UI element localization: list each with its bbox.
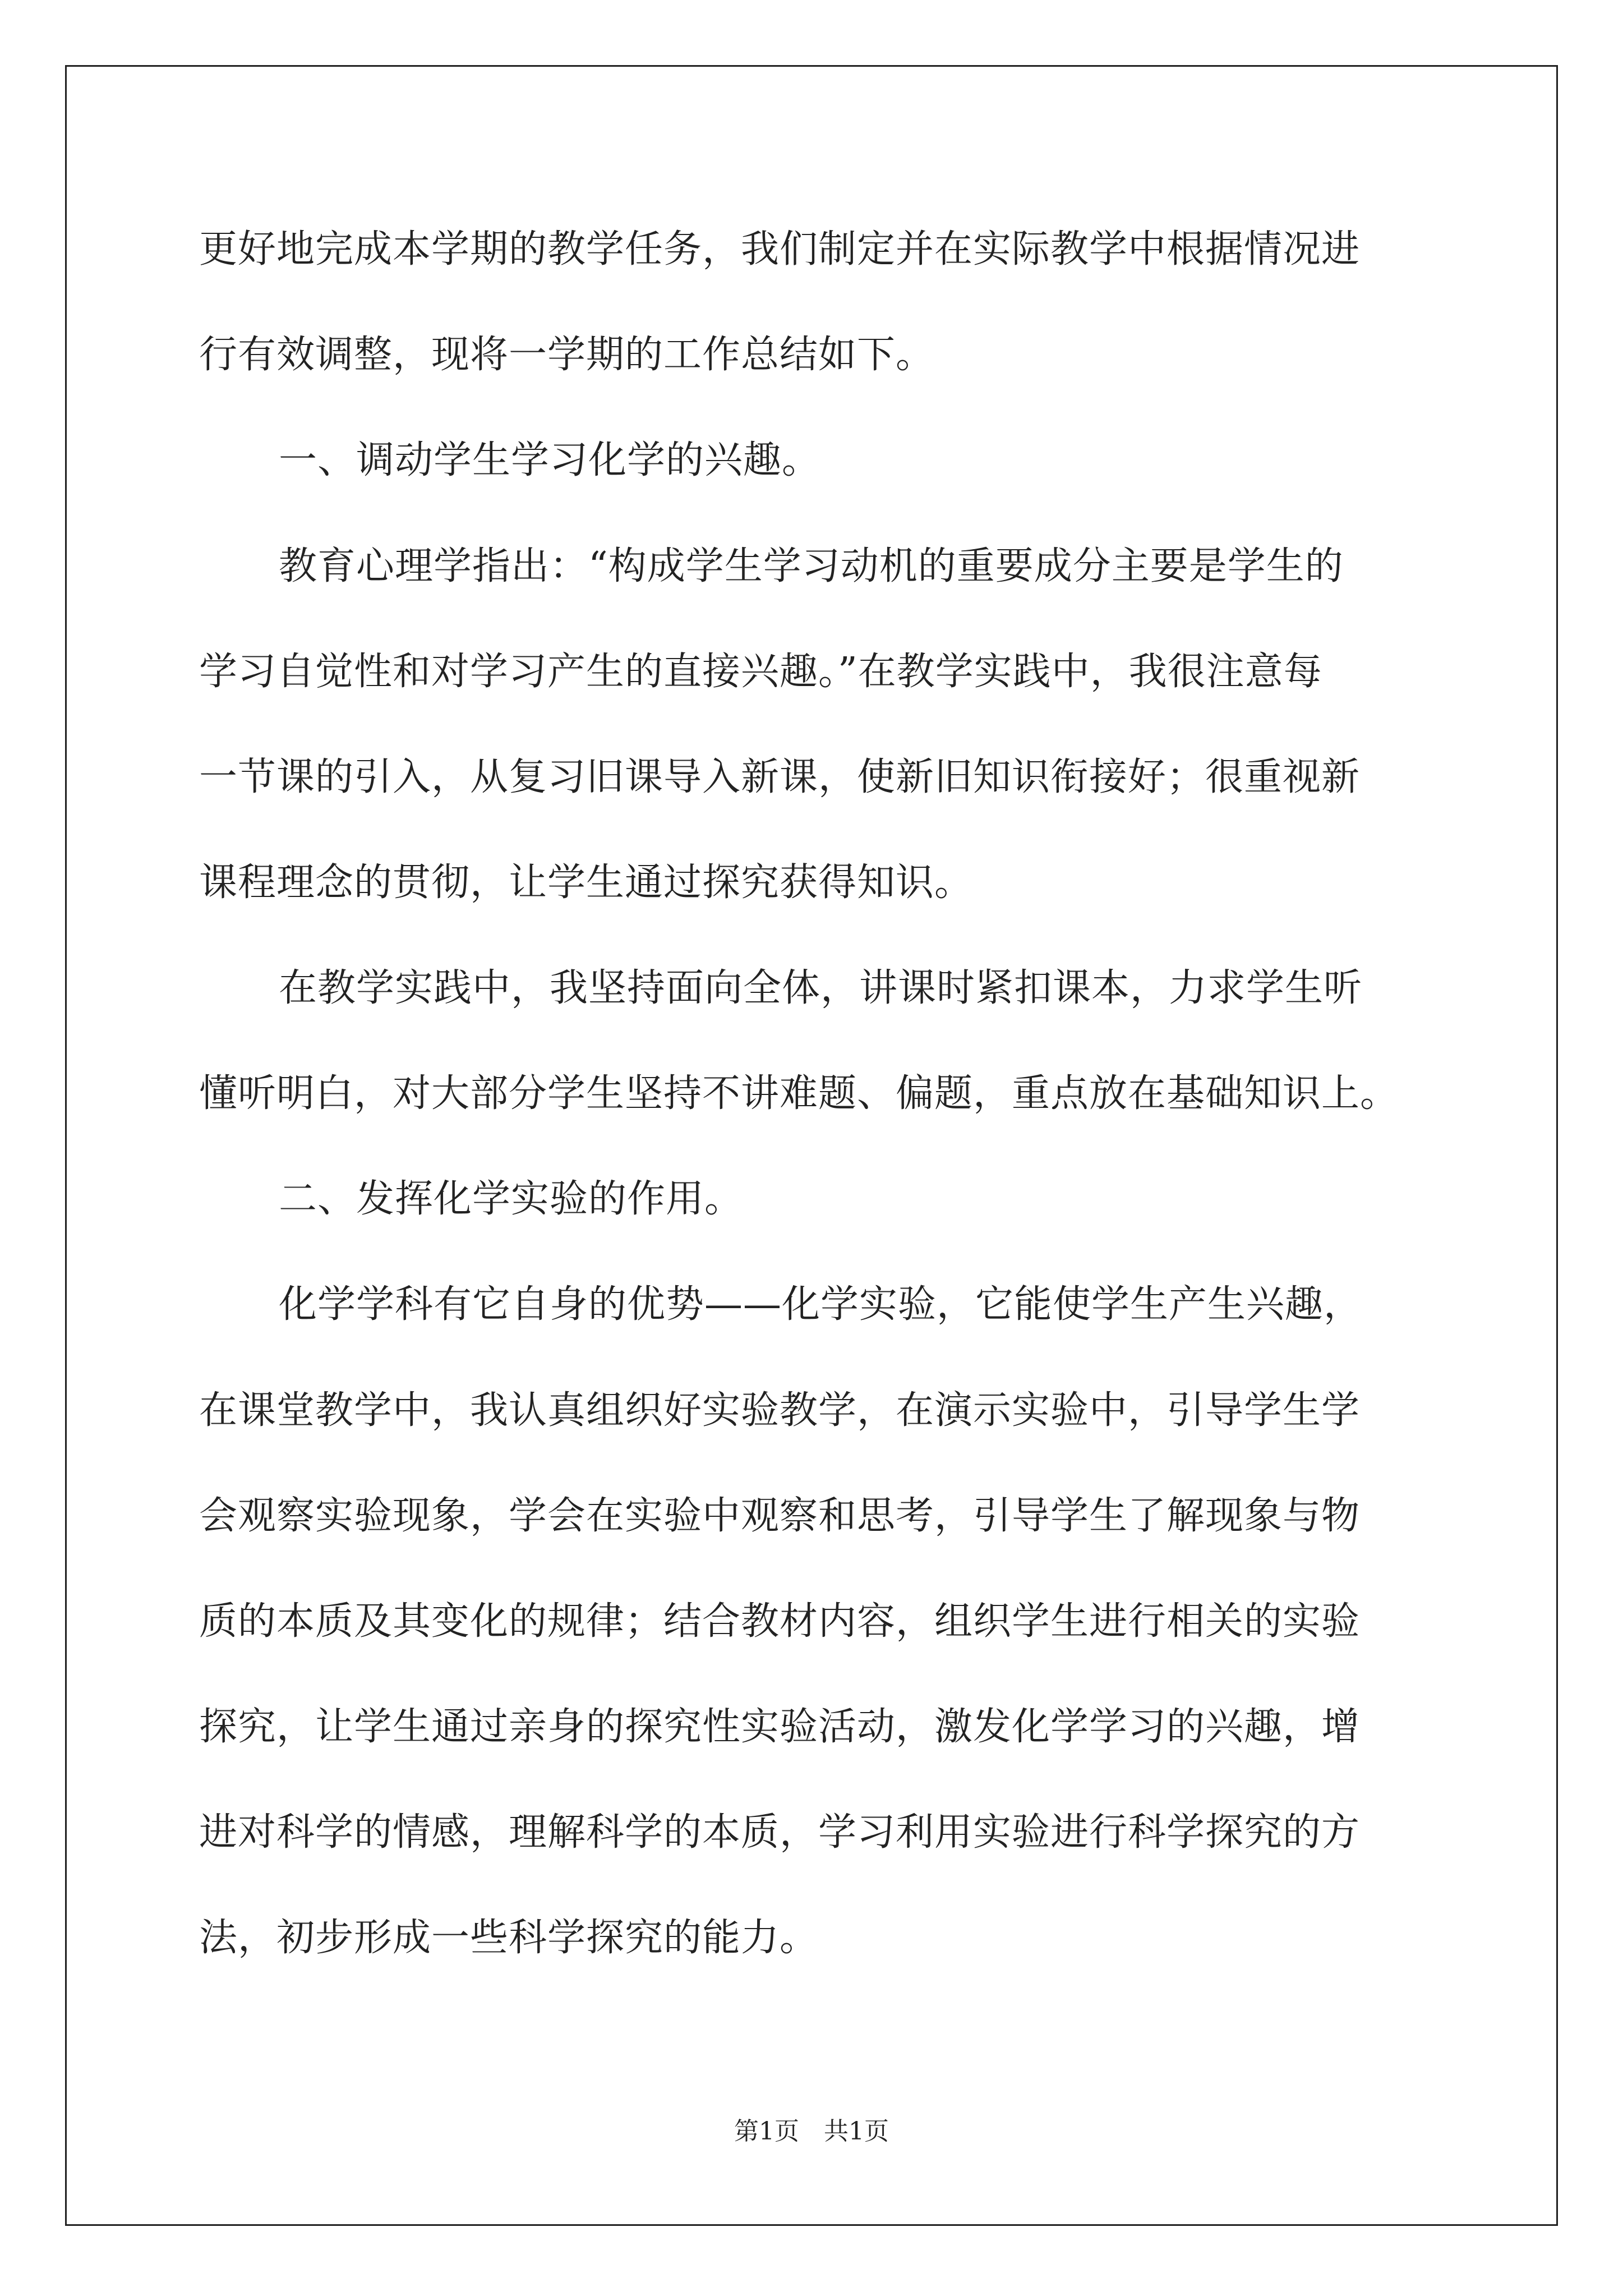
text-line: 探究，让学生通过亲身的探究性实验活动，激发化学学习的兴趣，增: [199, 1705, 1361, 1749]
section-heading: 一、调动学生学习化学的兴趣。: [279, 438, 821, 482]
text-line: 进对科学的情感，理解科学的本质，学习利用实验进行科学探究的方: [199, 1810, 1361, 1855]
text-line: 质的本质及其变化的规律；结合教材内容，组织学生进行相关的实验: [199, 1599, 1361, 1644]
page-border: [65, 65, 1558, 2226]
paragraph-start: 教育心理学指出：“构成学生学习动机的重要成分主要是学生的: [279, 544, 1344, 588]
text-line: 学习自觉性和对学习产生的直接兴趣。”在教学实践中，我很注意每: [199, 650, 1322, 694]
section-heading: 二、发挥化学实验的作用。: [279, 1177, 744, 1221]
text-line: 法，初步形成一些科学探究的能力。: [199, 1916, 819, 1960]
text-line: 一节课的引入，从复习旧课导入新课，使新旧知识衔接好；很重视新: [199, 755, 1361, 799]
text-line: 懂听明白，对大部分学生坚持不讲难题、偏题，重点放在基础知识上。: [199, 1071, 1399, 1116]
text-line: 在课堂教学中，我认真组织好实验教学，在演示实验中，引导学生学: [199, 1388, 1361, 1433]
text-line: 行有效调整，现将一学期的工作总结如下。: [199, 333, 935, 377]
paragraph-start: 化学学科有它自身的优势——化学实验，它能使学生产生兴趣，: [279, 1282, 1363, 1327]
text-line: 更好地完成本学期的教学任务，我们制定并在实际教学中根据情况进: [199, 227, 1361, 272]
page-number: 第1页 共1页: [734, 2117, 889, 2146]
paragraph-start: 在教学实践中，我坚持面向全体，讲课时紧扣课本，力求学生听: [279, 966, 1363, 1010]
text-line: 会观察实验现象，学会在实验中观察和思考，引导学生了解现象与物: [199, 1494, 1361, 1538]
text-line: 课程理念的贯彻，让学生通过探究获得知识。: [199, 861, 974, 905]
